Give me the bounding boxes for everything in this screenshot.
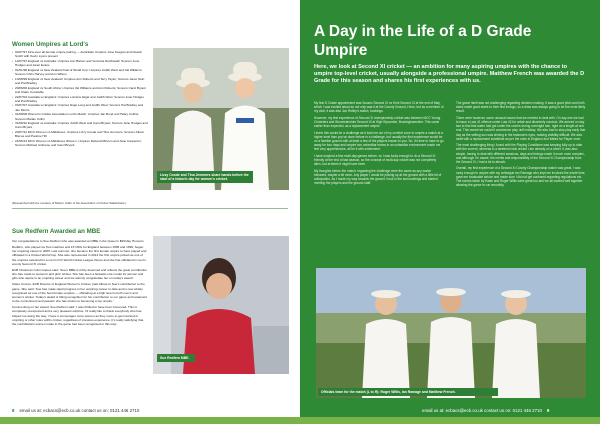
umpires-illustration: [153, 48, 289, 190]
article-paragraph: Overall, my first experience of a Second XI County Championship match was great. I was lucky enough to umpire with my colleague Ian Ramage who kept me involved the whole time, gave me invaluable advice and made sure I did not get confused regarding regulations etc. The scores taken by Kwan and Roger Willis were great too and we all worked well together allowing the game to run smoothly.: [456, 166, 586, 188]
article-column-2: [456, 101, 586, 190]
right-footer-bar: [300, 417, 600, 424]
article-paragraph: My thoughts before the match: regarding the challenge were the same as any match behaved, maybe a bit more. Any player I would be picking up at the ground with a little bit of anticipation. As I made my way towards the ground I took in the surroundings and started meeting the players and the ground staff.: [314, 168, 442, 186]
sue-redfern-article: [12, 239, 148, 328]
sue-article-paragraph: Commenting on her award, Sue Redfern said: 'I was thrilled to have been honoured. This is completely unexpected and a very pleasant surprise. I'd really like to thank everybody who has helped me along the way. I hope it encourages more women as they come to get involved in umpiring or other roles within cricket, regardless of previous experience. It's really satisfying that the contributions women make to the game has been recognised in this way.': [12, 305, 144, 326]
women-umpires-list-item: • 14/07/97 England vs Australia: Umpires Ann Barton and Veronica Reichwald; Scorers June Hodges and Janet Evans: [12, 59, 148, 67]
article-paragraph: My first D Grade appointment was Sussex Second XI vs Kent Second XI at the end of May, which I was excited about as not only was it at the County Ground, Hove, but as a member of my club, it was also Jon Ridley's match, bookings.: [314, 101, 444, 114]
women-umpires-list-item: • 01/01/98 England vs New Zealand final of World Cup: Umpires Judith West and Val Williams; Scorers Chris Harvey and Ann Wilson: [12, 68, 148, 76]
women-umpires-list-item: • 04/07/97 First-ever all-female umpire pairing — Australian Umpires June Keegan and Nowell Smith with Kevin Lyons present: [12, 50, 148, 58]
officials-illustration: [316, 268, 586, 398]
research-footnote: (Researched with the courtesy of Marion Collin of the Association of Cricket Statisticians.): [12, 201, 127, 205]
article-paragraph: However, my first experience of Second XI championship cricket was between MCC Young Cricketers and Worcestershire Second XI at High Wycombe, Buckinghamshire. This came earlier than expected, as a replacement umpire.: [314, 115, 441, 129]
women-umpires-list-item: • 31/08/08 Women's Cricket Association Lord's Match: Umpires Jan Bond and Hilary Collins; Scorers Marian Collin: [12, 112, 148, 120]
article-paragraph: I knew this would be a challenge as it took me out of my comfort zone to umpire a match at a higher level than you've done before in a challenge, but usually the first experience would be on a familiar ground with at least a few of the players known to you. So, it's time to have to go away for four days and umpire two unfamiliar teams in an unfamiliar environment made me feel very apprehensive, all be it with excitement.: [314, 130, 444, 152]
women-umpires-list: [12, 50, 148, 148]
women-umpires-list-item: • 20/06/00 England vs South Africa: Umpires Val Williams and Ann Roberts; Scorers Carol Bryant and Claire Constable: [12, 86, 148, 94]
right-footer-contact: email us at: ecbacs@ecb.co.uk contact us on: 0121 446 2710: [422, 408, 542, 413]
sue-article-paragraph: Claire Connor, ECB Director of England Women's Cricket, paid tribute to Sue's contribution to the game. She said: 'Sue has made rapid progress in her umpiring career to date and is now widely recognised as one of the best female umpires — officiating at a high level in both men's and women's cricket. Today's award is fitting recognition for her contribution to our game and testament to the commitment and passion she has shown to becoming a top umpire.': [12, 282, 148, 304]
women-umpires-list-item: • 22/07/04 Australia vs England: Umpires Lorraine Elgar and Judith West; Scorers Joan Hodges and Pat Bradley: [12, 95, 148, 103]
article-column-1: [314, 101, 444, 188]
sue-article-paragraph: ECB Chairman Colin Graves said: 'Sue's MBE is richly deserved and reflects the great contribution she has made to women's and girls' cricket. She has been a fantastic role model for women and girls who aspire to an umpiring career and we warmly congratulate her on today's award.': [12, 267, 147, 281]
article-paragraph: The game itself was not challenging regarding decision making. It was a good pitch and both sides made good starts to their first innings, so a draw was always going to be the most likely result.: [456, 101, 586, 114]
right-footer: [422, 408, 549, 413]
right-page-number: 9: [546, 408, 550, 413]
left-footer-contact: email us at: ecbacs@ecb.co.uk contact us on: 0121 446 2710: [19, 408, 140, 413]
officials-photo: [316, 268, 586, 398]
women-umpires-list-item: • 31/08/10 England vs Australia: Umpires Judith West and Carol Bryant; Scorers Jane Hodges and Carol Bryant: [12, 121, 148, 129]
left-footer: [12, 408, 139, 413]
sue-redfern-caption: Sue Redfern MBE.: [157, 354, 195, 362]
sue-article-paragraph: Redfern, who played six Test matches and 15 ODIs for England between 1995 and 1999, began her umpiring career in 2005. Last summer, she became the first female umpire to have played and officiated in a Cricket World Cup. She also represented in 2013 the first umpire picked as one of the umpires selected for a men's ICC World Cricket League fixture and she has officiated in men's county Second XI cricket.: [12, 245, 147, 266]
officials-photo-caption: Officials team for the match (L to R): Roger Willis, Ian Ramage and Matthew French.: [318, 388, 498, 396]
article-paragraph: I have umpired a few multi-day games before, so I was lucky enough to do a Second XI friendly at the end of last season, so the concept of multi-day cricket was not completely alien, but at times it might have been.: [314, 153, 437, 167]
women-umpires-list-item: • 20/07/12 MCC Women vs Middlesex: Umpires Lizzy Coode and Tina Jemmers; Scorers Alison Biscoe and Pauline Hill: [12, 130, 148, 138]
women-umpires-title: Women Umpires at Lord's: [12, 41, 89, 48]
women-umpires-list-item: • 13/08/99 England vs New Zealand: Umpires Ann Roberts and Terry Taylor; Scorers Janet Sturt and Pat Bradley: [12, 77, 148, 85]
left-footer-bar: [0, 417, 300, 424]
left-page-number: 8: [12, 408, 15, 413]
sue-article-paragraph: Our congratulations to Sue Redfern who was awarded an MBE in the Queen's Birthday Honours.: [12, 239, 145, 243]
women-umpires-list-item: • 24/06/13 MCC Women vs Middlesex Women: Umpires Deborah Bruton and Jane Carpenter; Scorers Michael Ambrose and Carol Bryant: [12, 139, 148, 147]
umpires-photo: [153, 48, 289, 190]
women-umpires-list-item: • 03/07/07 Australia vs England: Umpires Nigel Long and Judith West; Scorers Pat Bradley and Jan Morris: [12, 103, 148, 111]
article-paragraph: The most challenging thing I found with the Playing Conditions was keeping fully up to date with the current, whereas in a weekend club cricket I am already on a sheet. It was also simple, having to deal with different sessions, days and timings made it much more complex, and although I'm aware, the merits and responsibility of the Second XI Championship from the Second XI, I had a lot to absorb.: [456, 143, 585, 165]
sue-redfern-title: Sue Redfern Awarded an MBE: [12, 228, 101, 235]
section-divider: [12, 208, 288, 209]
article-paragraph: There were however, some unusual issues that we needed to deal with. On day one we had to issue a Law 41 offence under Law 42 for unfair and disorderly conduct. We arrived on day two to find that water had got under the covers during overnight rain, right on a length at one end. This meant we couldn't commence play until midday. We also had to stop play early that day as the setting sun was shining in the batsman's eyes, making visibility difficult. We also dealt with a replacement substitute as per the rules in England and Wales for Player once.: [456, 115, 586, 141]
umpires-photo-caption: Lizzy Coode and Tina Jemmers share hands before the start of a historic day for women's cricket.: [157, 171, 253, 183]
sue-redfern-photo: [153, 236, 289, 374]
article-intro: Here, we look at Second XI cricket — an ambition for many aspiring umpires with the chance to umpire top-level cricket, usually alongside a professional umpire. Matthew French was awarded the D Grade for this season and shares his first experiences with us.: [314, 64, 585, 85]
article-title: A Day in the Life of a D Grade Umpire: [314, 23, 532, 59]
